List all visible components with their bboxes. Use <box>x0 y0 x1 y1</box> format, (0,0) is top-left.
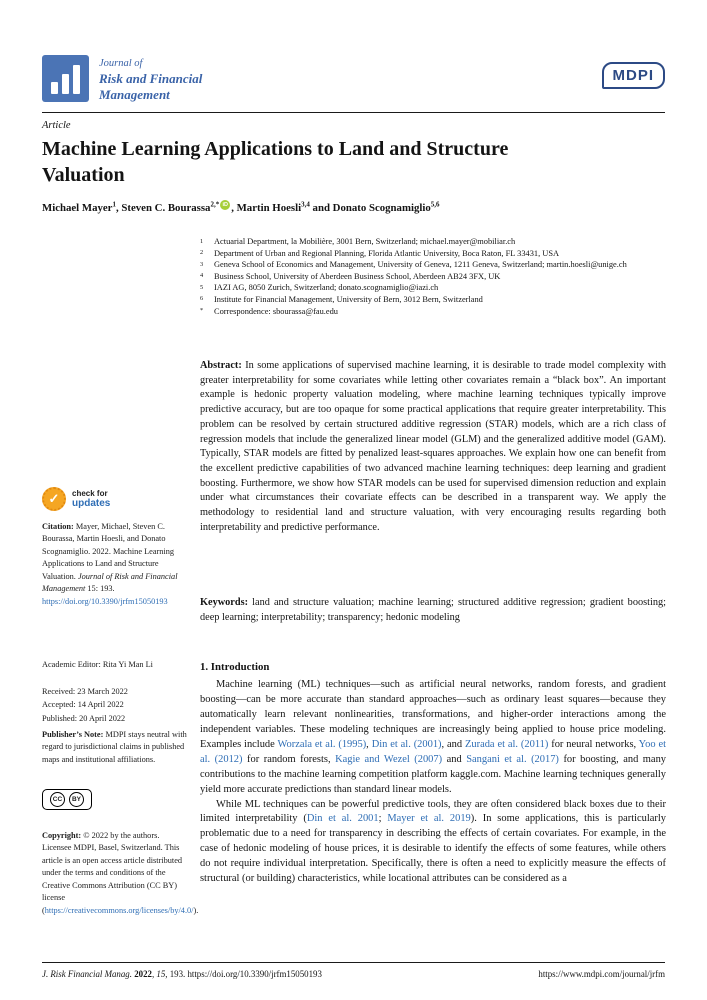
affiliation-item: 5 IAZI AG, 8050 Zurich, Switzerland; donato.scognamiglio@iazi.ch <box>200 283 439 293</box>
inline-citation-link[interactable]: Zurada et al. (2011) <box>465 738 549 750</box>
journal-logo-icon <box>42 55 89 102</box>
citation-journal-name: Journal of Risk and Financial Management <box>42 571 178 594</box>
history-dates <box>42 686 190 726</box>
footer-citation: J. Risk Financial Manag. 2022, 15, 193. https://doi.org/10.3390/jrfm15050193 <box>42 969 322 979</box>
published-date: Published: 20 April 2022 <box>42 713 126 723</box>
body-text: and <box>442 753 467 765</box>
inline-citation-link[interactable]: Mayer et al. 2019 <box>387 813 471 825</box>
authors-line <box>42 200 662 214</box>
cc-by-icon: CC BY <box>42 789 92 810</box>
journal-brand <box>42 55 202 104</box>
orcid-icon[interactable]: iD <box>220 200 230 210</box>
journal-name-line1: Journal of <box>99 58 143 69</box>
keywords-label: Keywords: <box>200 597 249 608</box>
inline-citation-link[interactable]: Din et al. (2001) <box>371 738 442 750</box>
footer-divider <box>42 962 665 963</box>
body-text: for neural networks, <box>548 738 639 750</box>
author: Donato Scognamiglio$^{5,6}$ <box>332 200 440 214</box>
cc-by-license-badge[interactable] <box>42 789 190 810</box>
paper-title: Machine Learning Applications to Land and Structure Valuation <box>42 138 509 186</box>
correspondence-item: * Correspondence: sbourassa@fau.edu <box>200 306 338 316</box>
body-text: ; <box>378 813 388 825</box>
affiliation-item: 3 Geneva School of Economics and Management, University of Geneva, 1211 Geneva, Switzerland; martin.hoesli@unige.ch <box>200 260 627 270</box>
citation-label: Citation: <box>42 522 74 531</box>
abstract-text: In some applications of supervised machine learning, it is desirable to trade model complexity with greater interpretability for some covariates while letting other covariates remain a “black box”. An important example is hedonic property valuation modeling, where machine learning techniques typically improve predictive accuracy, but are too opaque for some practical applications that require greater interpretability. This problem can be resolved by certain structured additive regression (STAR) models, which are a rich class of regression models that include the generalized linear model (GLM) and the generalized additive model (GAM). Typically, STAR models are fitted by penalized least-squares approaches. We explain how one can benefit from the excellent predictive capabilities of two advanced machine learning techniques: deep learning and gradient boosting. Furthermore, we show how STAR models can be used for supervised dimension reduction and explain under what circumstances their covariate effects can be described in a transparent way. We apply the methodology to residential land and structure valuation, with very encouraging results regarding both interpretability and predictive performance. <box>200 360 667 533</box>
author: Martin Hoesli$^{3,4}$ and <box>236 200 333 214</box>
affiliation-item: 6 Institute for Financial Management, University of Bern, 3012 Bern, Switzerland <box>200 294 483 304</box>
keywords <box>200 596 666 625</box>
inline-citation-link[interactable]: Sangani et al. (2017) <box>466 753 559 765</box>
body-text: ). In some applications, this is particularly problematic due to a need for transparency in describing the effects of certain covariates. For example, in the case of hedonic modeling of house prices, it is desirable to identify the effects of some features, while others do not require individual interpretation. Specifically, there is often a need to explicitly measure the effects of structural (or building) characteristics, while locational attributes can be considered as a <box>200 813 666 885</box>
journal-name-line3: Management <box>99 87 170 103</box>
abstract <box>200 359 666 536</box>
copyright-block: Copyright: © 2022 by the authors. Licensee MDPI, Basel, Switzerland. This article is an open access article distributed under the terms and conditions of the Creative Commons Attribution (CC BY) license (https://creativecommons.org/licenses/by/4.0/). <box>42 831 199 915</box>
mdpi-logo[interactable]: MDPI <box>602 62 666 89</box>
abstract-label: Abstract: <box>200 360 242 371</box>
crossmark-icon: ✓ <box>42 487 66 511</box>
body-text: for boosting, and many contributions to the machine learning competition platform kaggle.com. Machine learning techniques generally yield more accurate predictions than standard linear models. <box>200 753 667 795</box>
accepted-date: Accepted: 14 April 2022 <box>42 700 124 710</box>
inline-citation-link[interactable]: Din et al. 2001 <box>306 813 379 825</box>
author: Michael Mayer$^1$, <box>42 200 122 214</box>
body-text: While ML techniques can be powerful predictive tools, they are often considered black boxes due to their limited interpretability ( <box>200 798 666 825</box>
affiliation-item: 1 Actuarial Department, la Mobilière, 3001 Bern, Switzerland; michael.mayer@mobiliar.ch <box>200 237 516 246</box>
body-text: Machine learning (ML) techniques—such as artificial neural networks, random forests, and gradient boosting—can be more accurate than standard approaches—such as ordinary least squares—because they automatically learn relevant nonlinearities, transformations, and higher-order interactions among the independent variables. These modeling techniques are increasingly being applied to house price modeling. Examples include <box>200 679 666 750</box>
affiliation-item: 4 Business School, University of Aberdeen Business School, Aberdeen AB24 3FX, UK <box>200 271 501 281</box>
publishers-note: Publisher’s Note: MDPI stays neutral with regard to jurisdictional claims in published maps and institutional affiliations. <box>42 730 187 764</box>
cc-license-link[interactable]: https://creativecommons.org/licenses/by/4.0/ <box>44 905 194 915</box>
main-content <box>200 661 666 887</box>
citation-doi-link[interactable]: https://doi.org/10.3390/jrfm15050193 <box>42 596 168 606</box>
logo-bar <box>62 74 69 94</box>
received-date: Received: 23 March 2022 <box>42 687 128 696</box>
affiliation-item: 2 Department of Urban and Regional Planning, Florida Atlantic University, Boca Raton, FL 33431, USA <box>200 248 560 258</box>
logo-bar <box>73 65 80 94</box>
journal-name-line2: Risk and Financial <box>99 70 203 86</box>
body-text: for random forests, <box>242 753 336 765</box>
intro-paragraph-1 <box>200 678 666 798</box>
page-footer <box>42 969 665 979</box>
affiliations-list <box>200 236 666 317</box>
body-text: , and <box>441 738 465 750</box>
journal-name <box>99 55 202 104</box>
author: Steven C. Bourassa$^{2,*}$ iD , <box>121 200 237 214</box>
check-for-updates-text: check for updates <box>72 488 111 509</box>
inline-citation-link[interactable]: Kagie and Wezel (2007) <box>335 753 443 765</box>
body-text: , <box>366 738 372 750</box>
check-for-updates-badge[interactable] <box>42 487 190 511</box>
logo-bar <box>51 82 58 94</box>
journal-url-link[interactable]: https://www.mdpi.com/journal/jrfm <box>538 969 665 979</box>
article-type-label: Article <box>42 120 71 131</box>
keywords-text: land and structure valuation; machine learning; structured additive regression; gradient boosting; deep learning; interpretability; transparency; hedonic modeling <box>200 597 666 623</box>
academic-editor: Academic Editor: Rita Yi Man Li <box>42 660 153 669</box>
header-divider <box>42 112 665 113</box>
intro-paragraph-2 <box>200 798 666 888</box>
inline-citation-link[interactable]: Yoo et al. (2012) <box>200 738 667 765</box>
citation-block: Citation: Mayer, Michael, Steven C. Bourassa, Martin Hoesli, and Donato Scognamiglio. 2022. Machine Learning Applications to Land and Structure Valuation. Journal of Risk and Financial Management 15: 193. https://doi.org/10.3390/jrfm15050193 <box>42 522 178 606</box>
inline-citation-link[interactable]: Worzala et al. (1995) <box>277 738 367 750</box>
section-heading-introduction: 1. Introduction <box>200 661 270 673</box>
